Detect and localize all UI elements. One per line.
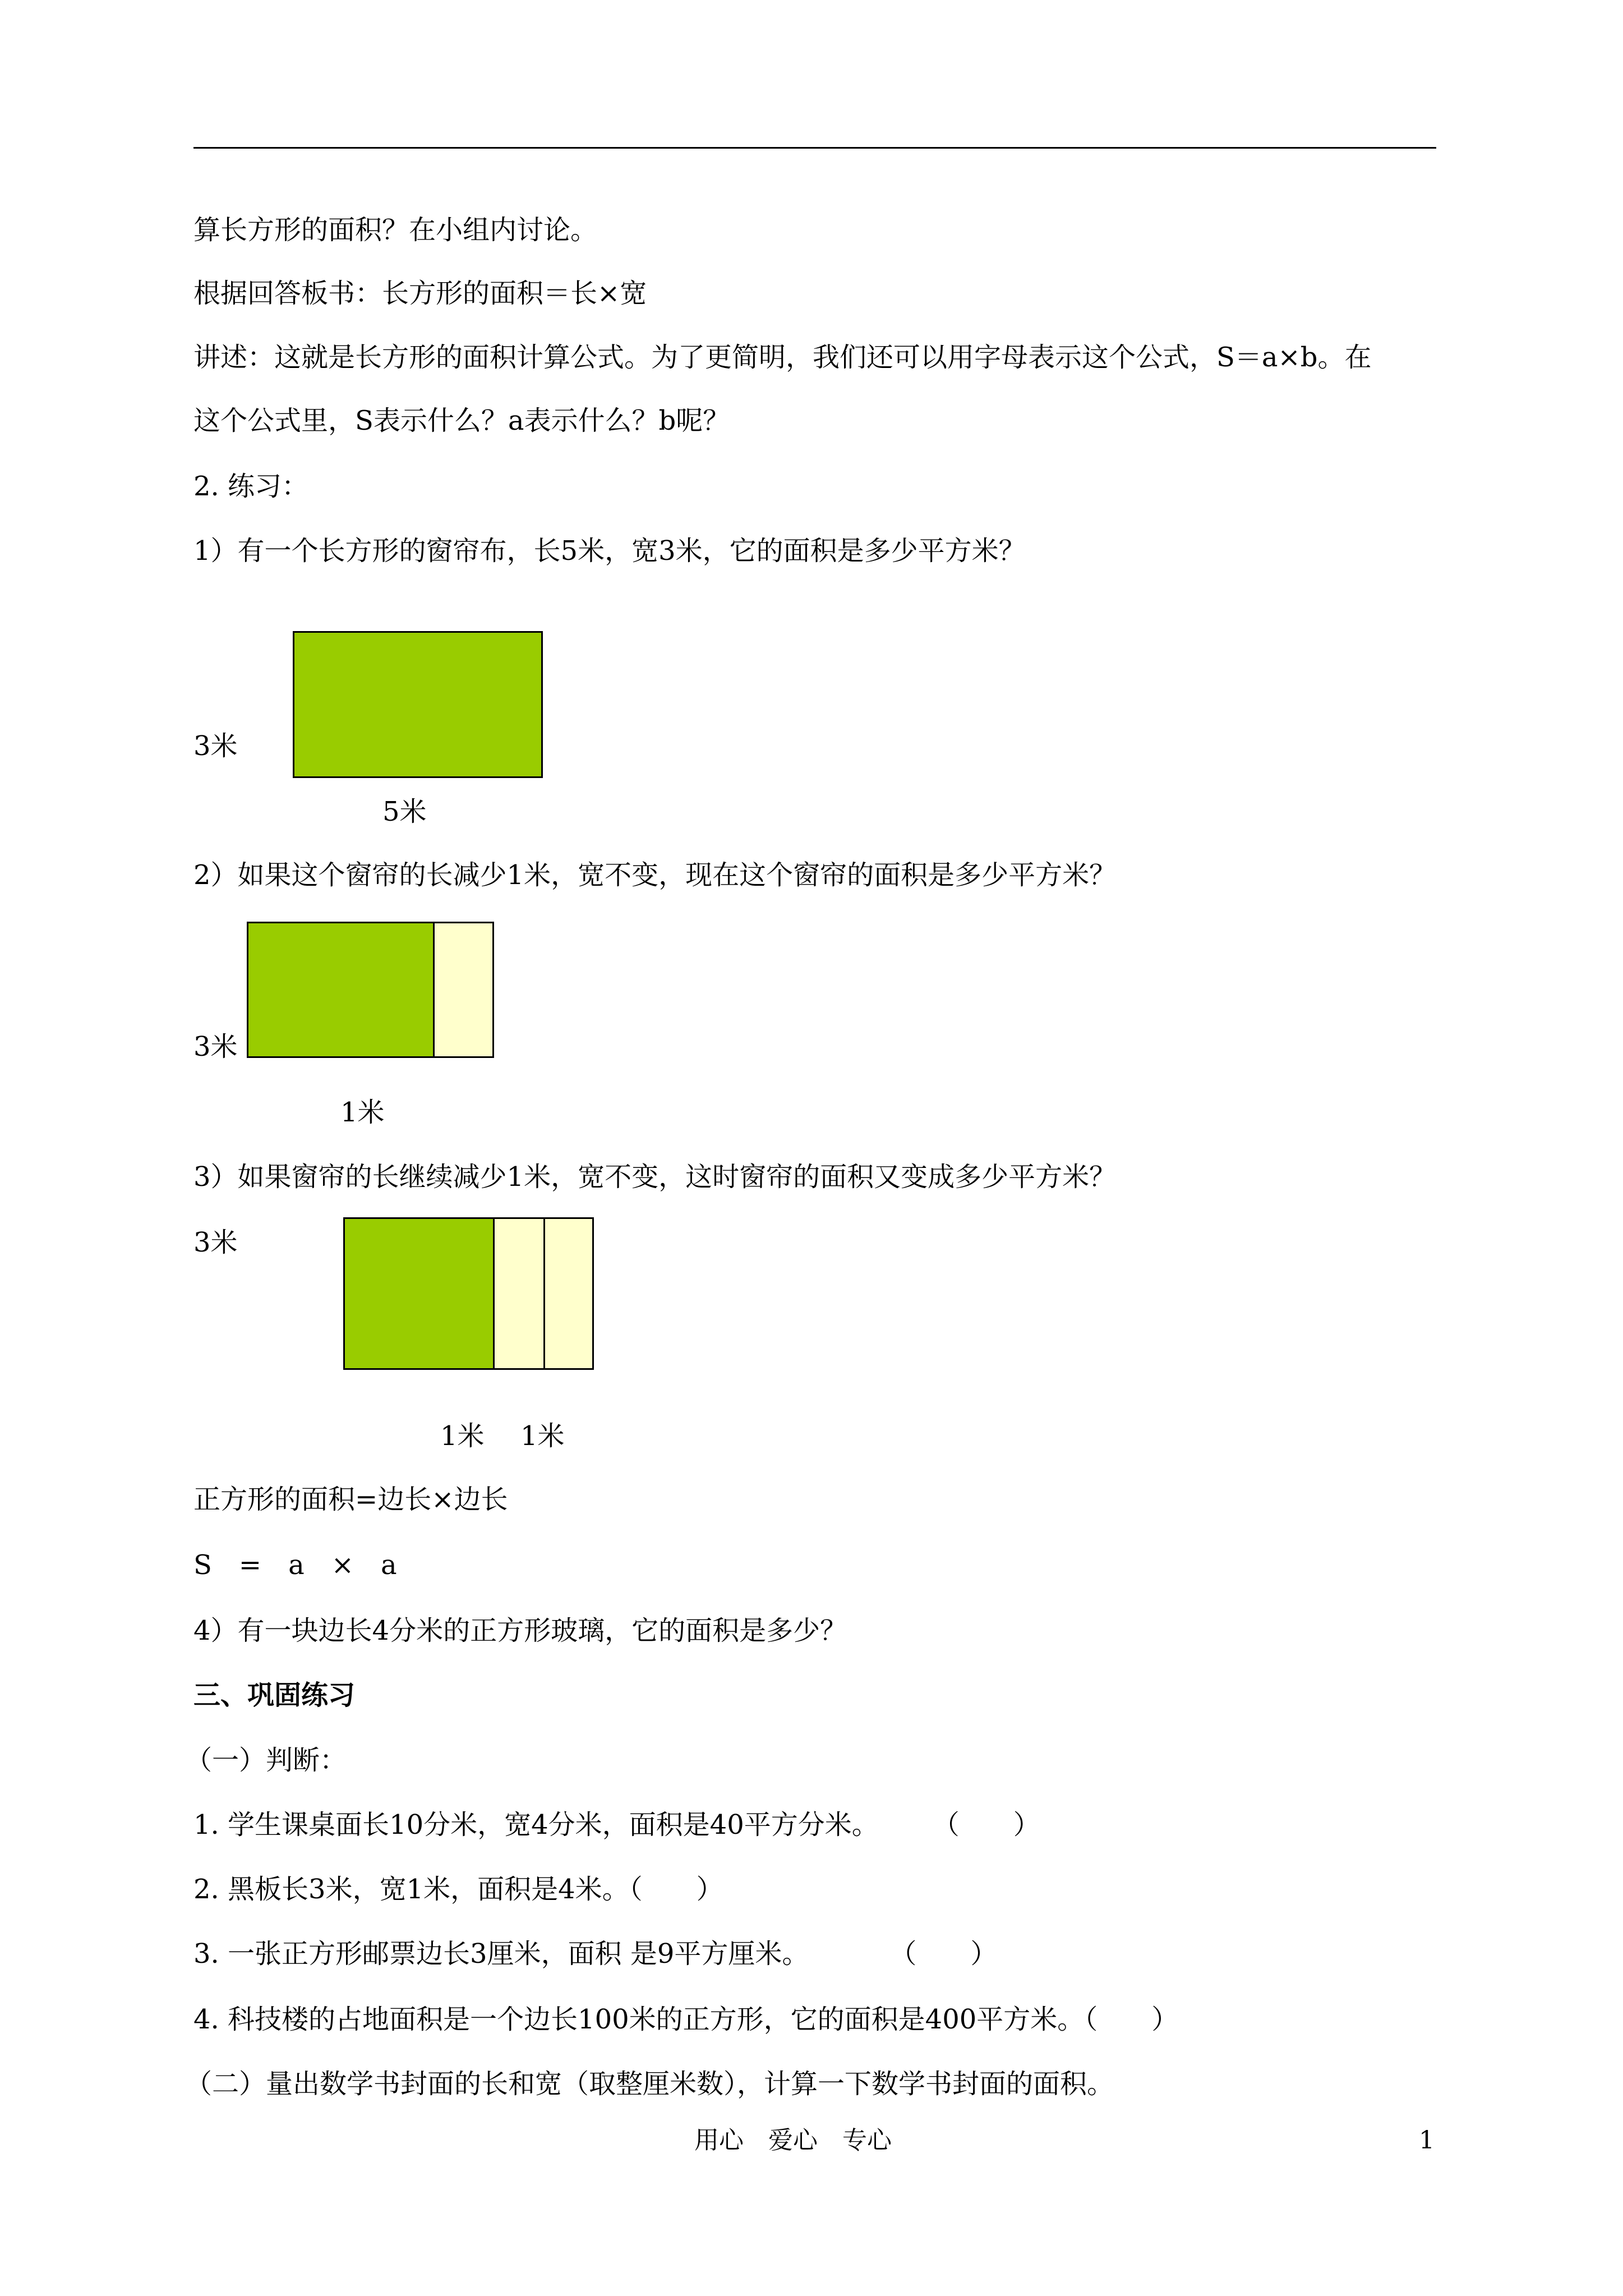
figure1-rectangle: [293, 631, 543, 778]
subsection-measure: （二）量出数学书封面的长和宽（取整厘米数），计算一下数学书封面的面积。: [185, 2068, 1114, 2100]
figure3-width-label-2: 1米: [520, 1420, 565, 1452]
question-3: 3）如果窗帘的长继续减少1米，宽不变，这时窗帘的面积又变成多少平方米？: [193, 1161, 1117, 1193]
text-line-3: 讲述：这就是长方形的面积计算公式。为了更简明，我们还可以用字母表示这个公式，S＝a×b。在: [193, 342, 1372, 373]
section-heading-consolidation: 三、巩固练习: [193, 1680, 356, 1711]
question-4: 4）有一块边长4分米的正方形玻璃，它的面积是多少？: [193, 1615, 847, 1646]
figure2-remaining-area: [247, 922, 435, 1058]
header-rule: [193, 147, 1436, 149]
judgement-item-2: 2. 黑板长3米，宽1米，面积是4米。（ ）: [193, 1874, 723, 1905]
page-number: 1: [1419, 2126, 1435, 2155]
figure3-removed-strip-2: [543, 1217, 594, 1370]
judgement-item-3: 3. 一张正方形邮票边长3厘米，面积 是9平方厘米。 （ ）: [193, 1938, 998, 1970]
footer-motto: 用心 爱心 专心: [694, 2126, 892, 2155]
square-area-letters: S = a × a: [193, 1549, 397, 1581]
figure3-height-label: 3米: [193, 1227, 238, 1258]
section-practice: 2. 练习：: [193, 471, 309, 502]
judgement-item-1: 1. 学生课桌面长10分米，宽4分米，面积是40平方分米。 （ ）: [193, 1809, 1040, 1841]
figure1-height-label: 3米: [193, 730, 238, 762]
figure1-width-label: 5米: [382, 796, 427, 827]
figure2-height-label: 3米: [193, 1031, 238, 1062]
question-1: 1）有一个长方形的窗帘布，长5米，宽3米，它的面积是多少平方米？: [193, 535, 1026, 567]
figure3-width-label-1: 1米: [440, 1420, 485, 1452]
text-line-4: 这个公式里，S表示什么？a表示什么？b呢？: [193, 405, 730, 436]
subsection-judgement: （一）判断：: [185, 1745, 347, 1776]
text-line-1: 算长方形的面积？在小组内讨论。: [193, 214, 598, 246]
text-line-2: 根据回答板书：长方形的面积＝长×宽: [193, 278, 647, 309]
figure2-width-label: 1米: [340, 1097, 385, 1128]
question-2: 2）如果这个窗帘的长减少1米，宽不变，现在这个窗帘的面积是多少平方米？: [193, 859, 1117, 891]
figure2-removed-strip: [433, 922, 494, 1058]
square-area-formula: 正方形的面积=边长×边长: [193, 1484, 508, 1515]
figure3-remaining-area: [343, 1217, 495, 1370]
figure3-removed-strip-1: [493, 1217, 545, 1370]
judgement-item-4: 4. 科技楼的占地面积是一个边长100米的正方形，它的面积是400平方米。（ ）: [193, 2004, 1179, 2035]
